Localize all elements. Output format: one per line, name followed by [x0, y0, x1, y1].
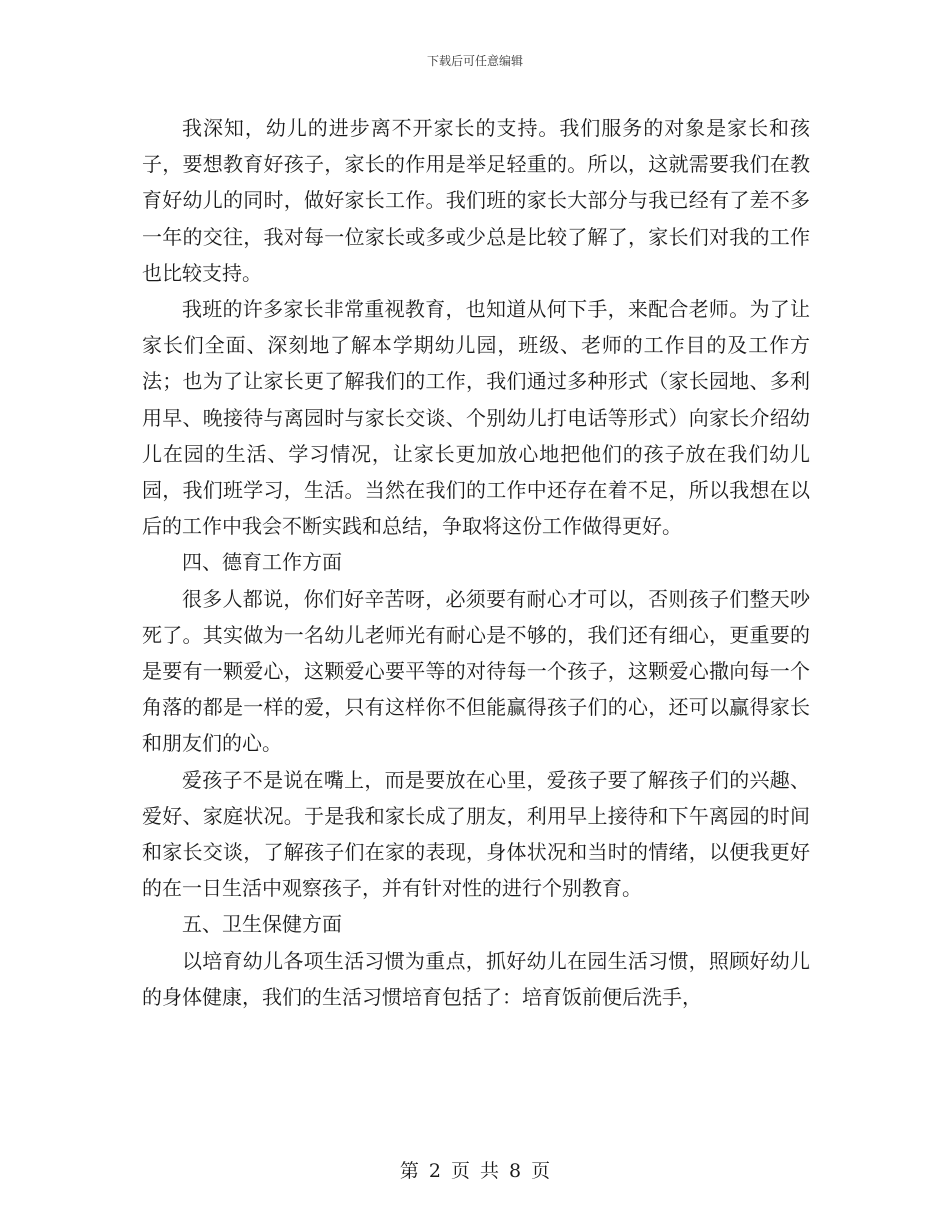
paragraph-patience-and-love: 很多人都说，你们好辛苦呀，必须要有耐心才可以，否则孩子们整天吵死了。其实做为一名幼儿老师光有耐心是不够的，我们还有细心，更重要的是要有一颗爱心，这颗爱心要平等的对待每一个孩子，这颗爱心撒向每一个角落的都是一样的爱，只有这样你不但能赢得孩子们的心，还可以赢得家长和朋友们的心。	[142, 586, 810, 756]
paragraph-living-habits: 以培育幼儿各项生活习惯为重点，抓好幼儿在园生活习惯，照顾好幼儿的身体健康，我们的生活习惯培育包括了：培育饭前便后洗手，	[142, 948, 810, 1009]
page-number: 第 2 页 共 8 页	[399, 1160, 551, 1182]
section-heading-health-care: 五、卫生保健方面	[182, 912, 342, 937]
paragraph-parent-support: 我深知，幼儿的进步离不开家长的支持。我们服务的对象是家长和孩子，要想教育好孩子，家长的作用是举足轻重的。所以，这就需要我们在教育好幼儿的同时，做好家长工作。我们班的家长大部分与我已经有了差不多一年的交往，我对每一位家长或多或少总是比较了解了，家长们对我的工作也比较支持。	[142, 116, 810, 285]
header-note: 下载后可任意编辑	[426, 54, 523, 68]
document-body	[142, 110, 810, 1015]
section-heading-moral-education: 四、德育工作方面	[182, 550, 342, 575]
paragraph-love-children: 爱孩子不是说在嘴上，而是要放在心里，爱孩子要了解孩子们的兴趣、爱好、家庭状况。于是我和家长成了朋友，利用早上接待和下午离园的时间和家长交谈，了解孩子们在家的表现，身体状况和当时的情绪，以便我更好的在一日生活中观察孩子，并有针对性的进行个别教育。	[142, 767, 810, 901]
paragraph-parent-communication: 我班的许多家长非常重视教育，也知道从何下手，来配合老师。为了让家长们全面、深刻地了解本学期幼儿园，班级、老师的工作目的及工作方法；也为了让家长更了解我们的工作，我们通过多种形式（家长园地、多利用早、晚接待与离园时与家长交谈、个别幼儿打电话等形式）向家长介绍幼儿在园的生活、学习情况，让家长更加放心地把他们的孩子放在我们幼儿园，我们班学习，生活。当然在我们的工作中还存在着不足，所以我想在以后的工作中我会不断实践和总结，争取将这份工作做得更好。	[142, 297, 810, 539]
